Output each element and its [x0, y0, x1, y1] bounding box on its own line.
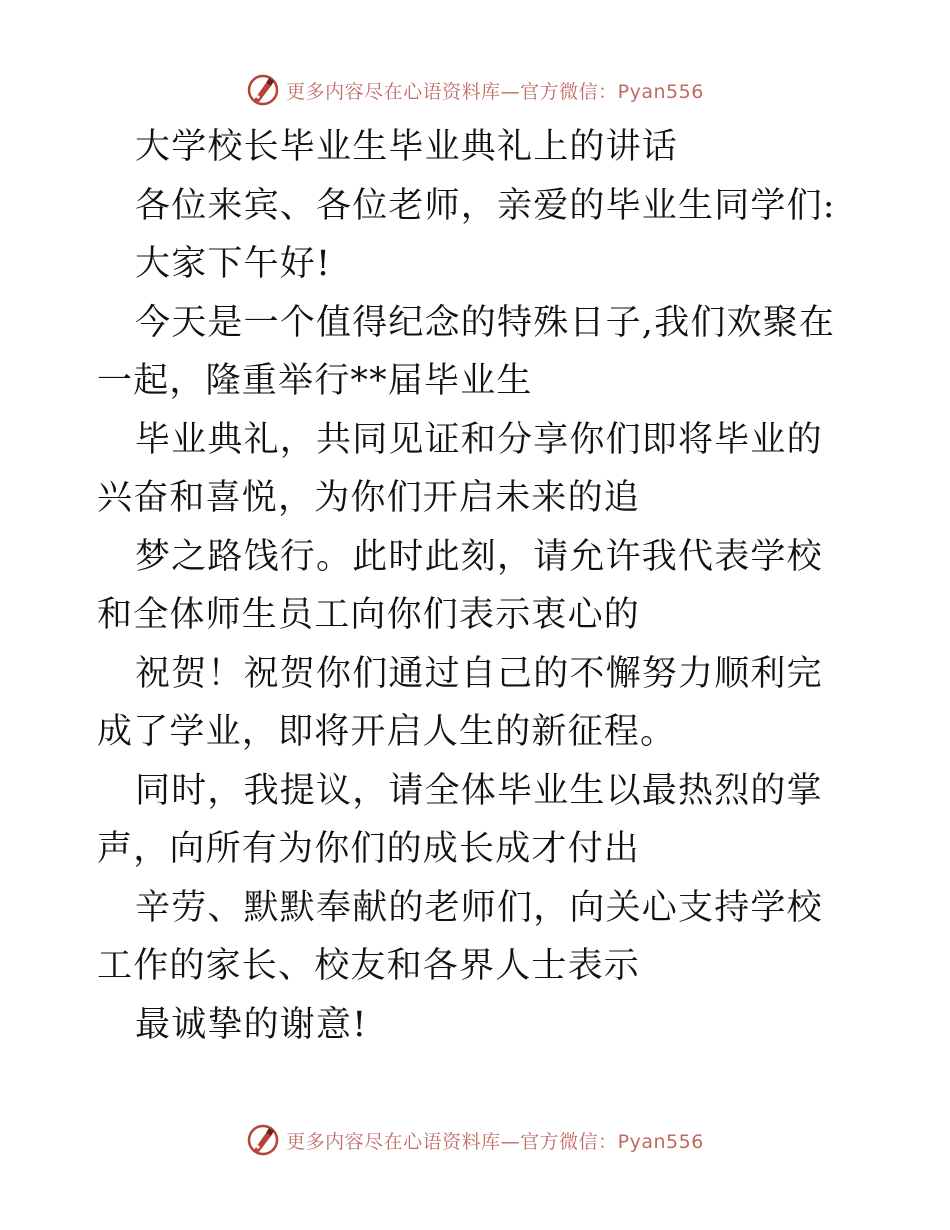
document-title: 大学校长毕业生毕业典礼上的讲话 — [135, 127, 679, 167]
salutation: 各位来宾、各位老师，亲爱的毕业生同学们: — [135, 185, 836, 226]
paragraph: 梦之路饯行。此时此刻，请允许我代表学校和全体师生员工向你们表示衷心的 — [97, 536, 823, 635]
paragraph: 同时，我提议，请全体毕业生以最热烈的掌声，向所有为你们的成长成才付出 — [97, 770, 823, 869]
paragraph: 今天是一个值得纪念的特殊日子,我们欢聚在一起，隆重举行**届毕业生 — [97, 302, 836, 401]
document-body — [97, 118, 857, 1054]
pen-logo-icon — [246, 1123, 280, 1157]
banner-text: 更多内容尽在心语资料库—官方微信：Pyan556 — [286, 1130, 704, 1153]
paragraph: 毕业典礼，共同见证和分享你们即将毕业的兴奋和喜悦，为你们开启未来的追 — [97, 419, 823, 518]
paragraph: 辛劳、默默奉献的老师们，向关心支持学校工作的家长、校友和各界人士表示 — [97, 887, 823, 986]
banner-text: 更多内容尽在心语资料库—官方微信：Pyan556 — [286, 80, 704, 103]
greeting: 大家下午好! — [135, 244, 332, 284]
closing-line: 最诚挚的谢意! — [135, 1004, 368, 1045]
footer-banner — [0, 1120, 950, 1160]
paragraph: 祝贺！祝贺你们通过自己的不懈努力顺利完成了学业，即将开启人生的新征程。 — [97, 653, 823, 752]
header-banner — [0, 70, 950, 110]
pen-logo-icon — [246, 73, 280, 107]
